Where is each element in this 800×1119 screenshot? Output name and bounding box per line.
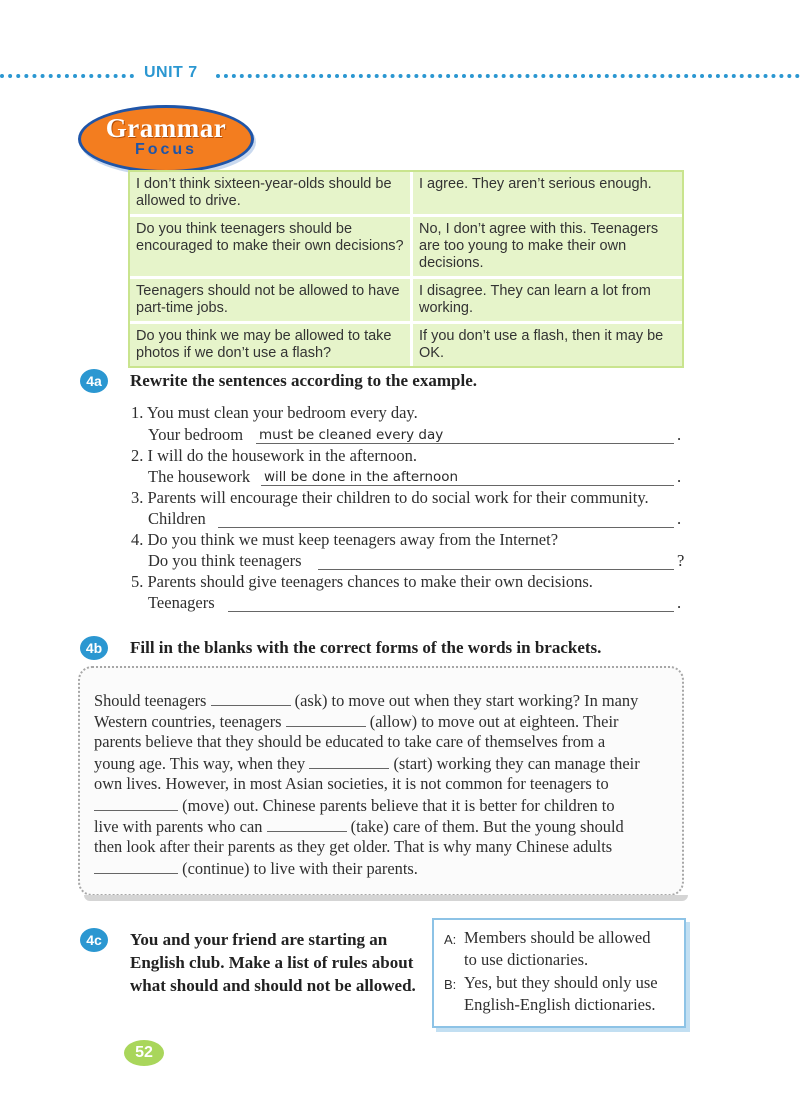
table-cell-statement: Do you think we may be allowed to take photos if we don’t use a flash?	[130, 324, 413, 366]
passage-text: Western countries, teenagers	[94, 712, 282, 731]
exercise-4a-prompt-1: Your bedroom	[148, 425, 244, 444]
section-4c-task: You and your friend are starting an English club. Make a list of rules about what should and should not be allowed.	[130, 930, 416, 995]
grammar-focus-table	[128, 170, 684, 368]
answer-line-1[interactable]	[256, 443, 674, 444]
fill-blank[interactable]	[267, 816, 347, 832]
passage-line	[94, 858, 418, 879]
end-mark-5: .	[677, 593, 682, 612]
passage-text: (start) working they can manage their	[393, 754, 640, 773]
section-4c-badge: 4c	[80, 928, 108, 952]
passage-line	[94, 711, 618, 732]
exercise-4a-prompt-5: Teenagers	[148, 593, 215, 612]
table-row	[130, 324, 682, 366]
table-cell-statement: Teenagers should not be allowed to have part-time jobs.	[130, 279, 413, 324]
table-cell-response: If you don’t use a flash, then it may be OK.	[419, 328, 664, 361]
answer-line-5[interactable]	[228, 611, 674, 612]
table-cell-statement: I don’t think sixteen-year-olds should be allowed to drive.	[130, 172, 413, 217]
passage-line	[94, 774, 609, 794]
passage-text: (continue) to live with their parents.	[182, 859, 418, 878]
fill-blank[interactable]	[286, 711, 366, 727]
end-mark-1: .	[677, 425, 682, 444]
passage-text: (ask) to move out when they start working? In many	[294, 691, 639, 710]
table-cell-response: I agree. They aren’t serious enough.	[413, 172, 682, 217]
answer-line-3[interactable]	[218, 527, 674, 528]
passage-line	[94, 732, 605, 752]
fill-blank[interactable]	[94, 795, 178, 811]
section-4a-badge: 4a	[80, 369, 108, 393]
exercise-4a-sentence-1: 1. You must clean your bedroom every day.	[131, 403, 418, 422]
table-cell-statement: Do you think teenagers should be encouraged to make their own decisions?	[130, 217, 413, 279]
passage-text: (take) care of them. But the young should	[350, 817, 624, 836]
end-mark-4: ?	[677, 551, 685, 570]
fill-blank[interactable]	[309, 753, 389, 769]
header-dotted-rule-left	[0, 74, 134, 78]
table-row	[130, 217, 682, 279]
grammar-focus-subtitle: Focus	[134, 141, 198, 158]
exercise-4a-prompt-4: Do you think teenagers	[148, 551, 302, 570]
end-mark-2: .	[677, 467, 682, 486]
passage-text: own lives. However, in most Asian societies, it is not common for teenagers to	[94, 774, 609, 793]
box-shadow	[84, 895, 688, 901]
table-cell-response: No, I don’t agree with this. Teenagers are too young to make their own decisions.	[413, 217, 682, 279]
exercise-4a-sentence-5: 5. Parents should give teenagers chances to make their own decisions.	[131, 572, 593, 591]
passage-line	[94, 816, 624, 837]
dialog-line-b2: English-English dictionaries.	[464, 995, 656, 1014]
fill-blank[interactable]	[94, 858, 178, 874]
section-4b-badge: 4b	[80, 636, 108, 660]
unit-label: UNIT 7	[144, 64, 198, 81]
fill-blank[interactable]	[211, 690, 291, 706]
passage-text: parents believe that they should be educated to take care of themselves from a	[94, 732, 606, 751]
passage-text: then look after their parents as they get older. That is why many Chinese adults	[94, 837, 613, 856]
page-number: 52	[124, 1040, 164, 1066]
exercise-4a-sentence-4: 4. Do you think we must keep teenagers away from the Internet?	[131, 530, 559, 549]
answer-line-2[interactable]	[261, 485, 674, 486]
passage-text: young age. This way, when they	[94, 754, 306, 773]
grammar-focus-title: Grammar	[105, 113, 227, 143]
section-4b-heading: Fill in the blanks with the correct forms of the words in brackets.	[130, 638, 602, 657]
passage-line	[94, 837, 612, 857]
dialog-line-a1: Members should be allowed	[464, 928, 651, 947]
dialog-line-a2: to use dictionaries.	[464, 950, 589, 969]
passage-line	[94, 795, 615, 816]
exercise-4a-sentence-2: 2. I will do the housework in the afternoon.	[131, 446, 417, 465]
grammar-focus-badge	[78, 105, 254, 173]
passage-text: (move) out. Chinese parents believe that it is better for children to	[182, 796, 615, 815]
answer-text-2: will be done in the afternoon	[264, 469, 459, 485]
table-row	[130, 172, 682, 217]
table-cell-response: I disagree. They can learn a lot from working.	[413, 279, 682, 324]
passage-line	[94, 690, 638, 711]
passage-text: Should teenagers	[94, 691, 207, 710]
exercise-4a-prompt-2: The housework	[148, 467, 251, 486]
dialog-speaker-b: B:	[444, 977, 457, 992]
table-row	[130, 279, 682, 324]
section-4a-heading: Rewrite the sentences according to the example.	[130, 371, 477, 390]
dialog-speaker-a: A:	[444, 932, 457, 947]
exercise-4a-prompt-3: Children	[148, 509, 206, 528]
passage-line	[94, 753, 640, 774]
end-mark-3: .	[677, 509, 682, 528]
answer-line-4[interactable]	[318, 569, 674, 570]
example-dialog-box	[432, 918, 686, 1028]
passage-text: live with parents who can	[94, 817, 263, 836]
passage-text: (allow) to move out at eighteen. Their	[369, 712, 619, 731]
answer-text-1: must be cleaned every day	[259, 427, 444, 443]
exercise-4a-sentence-3: 3. Parents will encourage their children to do social work for their community.	[131, 488, 649, 507]
header-dotted-rule-right	[216, 74, 800, 78]
dialog-line-b1: Yes, but they should only use	[464, 973, 658, 992]
